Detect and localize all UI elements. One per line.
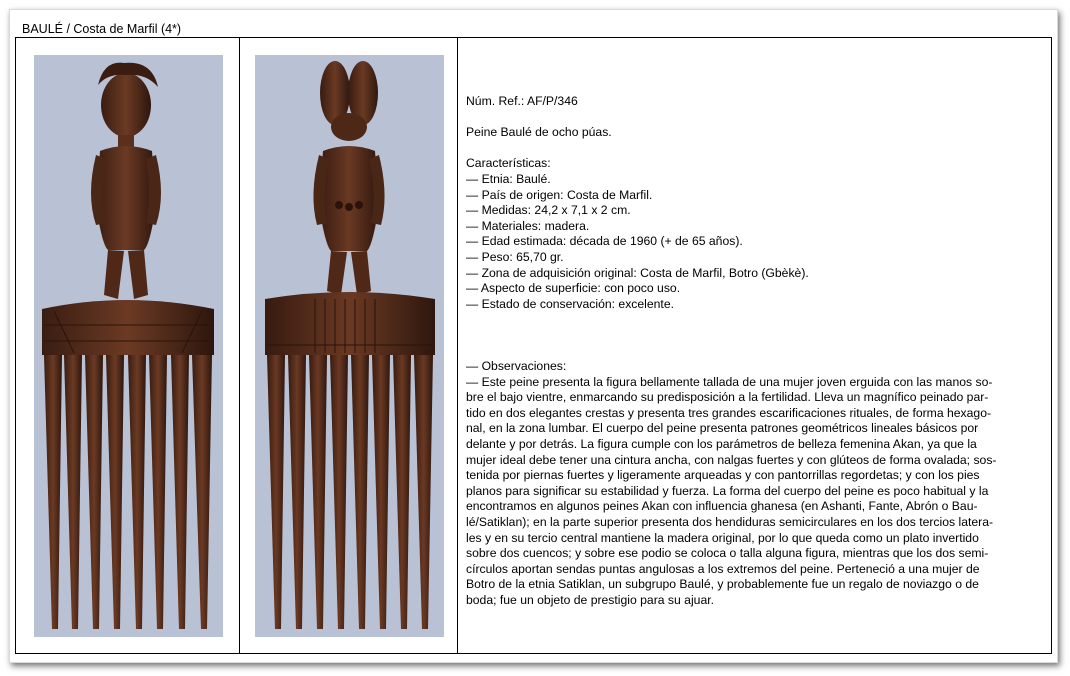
observation-line: delante y por detrás. La figura cumple con los parámetros de belleza femenina Akan, ya que la <box>466 437 977 452</box>
characteristic-item: — Aspecto de superficie: con poco uso. <box>466 281 681 296</box>
page-title: BAULÉ / Costa de Marfil (4*) <box>22 22 182 36</box>
observation-line: círculos aportan sendas puntas angulosas a los extremos del peine. Perteneció a una mujer de <box>466 561 980 576</box>
observation-line: lé/Satiklan); en la parte superior presenta dos hendiduras semicirculares en los dos tercios latera- <box>466 515 994 530</box>
description-cell <box>457 38 1051 653</box>
observations-heading: — Observaciones: <box>466 359 567 374</box>
reference-number: Núm. Ref.: AF/P/346 <box>466 94 578 108</box>
characteristic-item: — Medidas: 24,2 x 7,1 x 2 cm. <box>466 203 631 218</box>
characteristic-item: — Estado de conservación: excelente. <box>466 296 674 311</box>
observation-line: les y en su tercio central mantiene la madera original, por lo que queda como un plato invertido <box>466 530 979 545</box>
observation-line: sobre dos cuencos; y sobre ese podio se coloca o talla alguna figura, mientras que los dos semi- <box>466 546 989 561</box>
observation-line: nal, en la zona lumbar. El cuerpo del peine presenta patrones geométricos lineales básicos por <box>466 421 979 436</box>
characteristic-item: — Edad estimada: década de 1960 (+ de 65 años). <box>466 234 743 249</box>
observation-line: — Este peine presenta la figura bellamente tallada de una mujer joven erguida con las manos so- <box>466 374 993 389</box>
observation-line: tenida por piernas fuertes y ligeramente arqueadas y con pantorrillas regordetas; y con los pies <box>466 468 980 483</box>
observation-line: tido en dos elegantes crestas y presenta tres grandes escarificaciones rituales, de forma hexago- <box>466 405 992 420</box>
characteristics-heading: Características: <box>466 156 551 171</box>
characteristic-item: — Zona de adquisición original: Costa de Marfil, Botro (Gbèkè). <box>466 265 809 280</box>
observation-line: bre el bajo vientre, enmarcando su predisposición a la fertilidad. Lleva un magnífico peinado par- <box>466 390 989 405</box>
content-table <box>15 37 1052 654</box>
page-sheet <box>9 9 1058 663</box>
characteristic-item: — Etnia: Baulé. <box>466 171 551 186</box>
front-photo-cell <box>16 38 240 653</box>
back-photo-cell <box>239 38 458 653</box>
observation-line: Botro de la etnia Satiklan, un subgrupo Baulé, y probablemente fue un regalo de noviazgo o de <box>466 577 979 592</box>
characteristic-item: — País de origen: Costa de Marfil. <box>466 187 653 202</box>
description-text <box>466 94 1036 609</box>
summary: Peine Baulé de ocho púas. <box>466 125 612 140</box>
observation-line: planos para significar su estabilidad y fuerza. La forma del cuerpo del peine es poco habitual y la <box>466 483 989 498</box>
observation-line: boda; fue un objeto de prestigio para su ajuar. <box>466 593 714 608</box>
characteristic-item: — Peso: 65,70 gr. <box>466 249 564 264</box>
comb-front-photo <box>34 55 223 637</box>
comb-back-photo <box>255 55 444 637</box>
observation-line: mujer ideal debe tener una cintura ancha, con nalgas fuertes y con glúteos de forma ovalada; sos- <box>466 452 997 467</box>
observation-line: encontramos en algunos peines Akan con influencia ghanesa (en Ashanti, Fante, Abrón o Bau- <box>466 499 978 514</box>
characteristic-item: — Materiales: madera. <box>466 218 590 233</box>
